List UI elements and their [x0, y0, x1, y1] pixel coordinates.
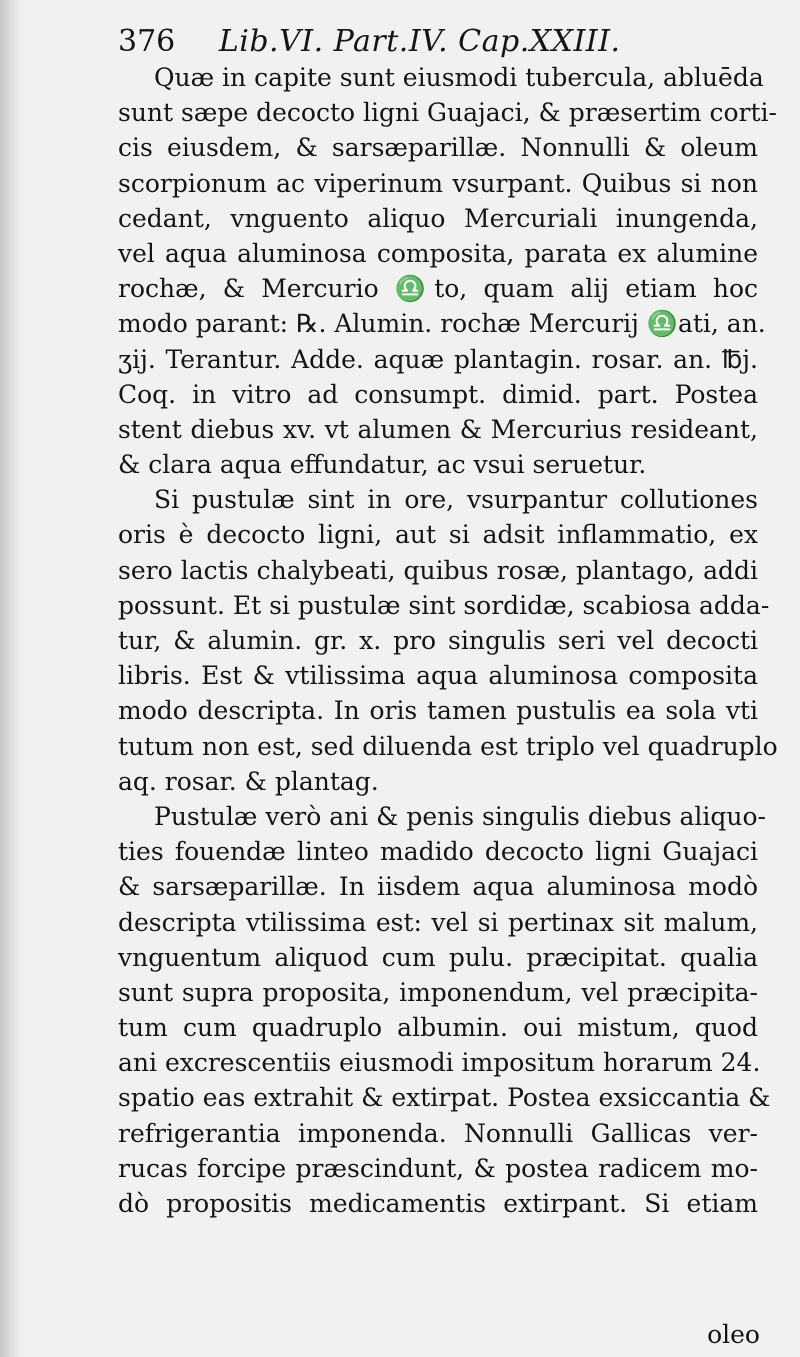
page-header	[118, 22, 778, 62]
text-line: sunt supra proposita, imponendum, vel præcipita-	[118, 977, 758, 1007]
page-gutter-shadow	[0, 0, 22, 1357]
text-line: ties fouendæ linteo madido decocto ligni Guajaci	[118, 837, 758, 867]
text-line: sunt sæpe decocto ligni Guajaci, & præsertim corti-	[118, 98, 777, 128]
text-line: vel aqua aluminosa composita, parata ex alumine	[118, 238, 758, 268]
text-line: sero lactis chalybeati, quibus rosæ, plantago, addi	[118, 555, 758, 585]
text-line: Quæ in capite sunt eiusmodi tubercula, abluēda	[154, 63, 764, 92]
text-line: vnguentum aliquod cum pulu. præcipitat. qualia	[118, 942, 758, 972]
text-line: tum cum quadruplo albumin. oui mistum, quod	[118, 1013, 758, 1043]
running-head: Lib.VI. Part.IV. Cap.XXIII.	[218, 24, 621, 59]
text-line: Coq. in vitro ad consumpt. dimid. part. Postea	[118, 379, 758, 409]
page-number: 376	[118, 24, 176, 59]
text-line: modo descripta. In oris tamen pustulis ea sola vti	[118, 696, 758, 726]
text-line: cedant, vnguento aliquo Mercuriali inungenda,	[118, 203, 758, 233]
text-line: possunt. Et si pustulæ sint sordidæ, scabiosa adda-	[118, 590, 770, 620]
text-line: libris. Est & vtilissima aqua aluminosa composita	[118, 661, 758, 691]
text-line: tutum non est, sed diluenda est triplo vel quadruplo	[118, 731, 778, 761]
text-line: spatio eas extrahit & extirpat. Postea exsiccantia &	[118, 1083, 771, 1113]
text-line: oris è decocto ligni, aut si adsit inflammatio, ex	[118, 520, 758, 550]
text-line: scorpionum ac viperinum vsurpant. Quibus si non	[118, 168, 758, 198]
body-text	[118, 60, 778, 1221]
text-line: aq. rosar. & plantag.	[118, 766, 379, 796]
text-line: dò propositis medicamentis extirpant. Si etiam	[118, 1189, 758, 1218]
text-line: descripta vtilissima est: vel si pertinax sit malum,	[118, 907, 758, 937]
catchword: oleo	[707, 1320, 760, 1349]
text-line: refrigerantia imponenda. Nonnulli Gallicas ver-	[118, 1118, 758, 1148]
text-line: modo parant: ℞. Alumin. rochæ Mercurij ♎ati, an.	[118, 309, 766, 339]
text-line: & sarsæparillæ. In iisdem aqua aluminosa modò	[118, 872, 758, 902]
text-line: rochæ, & Mercurio ♎to, quam alij etiam hoc	[118, 274, 758, 304]
text-line: rucas forcipe præscindunt, & postea radicem mo-	[118, 1153, 758, 1183]
text-line: cis eiusdem, & sarsæparillæ. Nonnulli & oleum	[118, 133, 758, 163]
text-line: Si pustulæ sint in ore, vsurpantur collutiones	[154, 485, 758, 515]
text-line: stent diebus xv. vt alumen & Mercurius resideant,	[118, 414, 758, 444]
text-line: tur, & alumin. gr. x. pro singulis seri vel decocti	[118, 626, 758, 655]
text-line: ani excrescentiis eiusmodi impositum horarum 24.	[118, 1048, 761, 1078]
text-line: Pustulæ verò ani & penis singulis diebus aliquo-	[154, 801, 766, 831]
text-line: ʒij. Terantur. Adde. aquæ plantagin. rosar. an. ℔j.	[118, 344, 758, 374]
text-line: & clara aqua effundatur, ac vsui seruetur.	[118, 450, 647, 480]
